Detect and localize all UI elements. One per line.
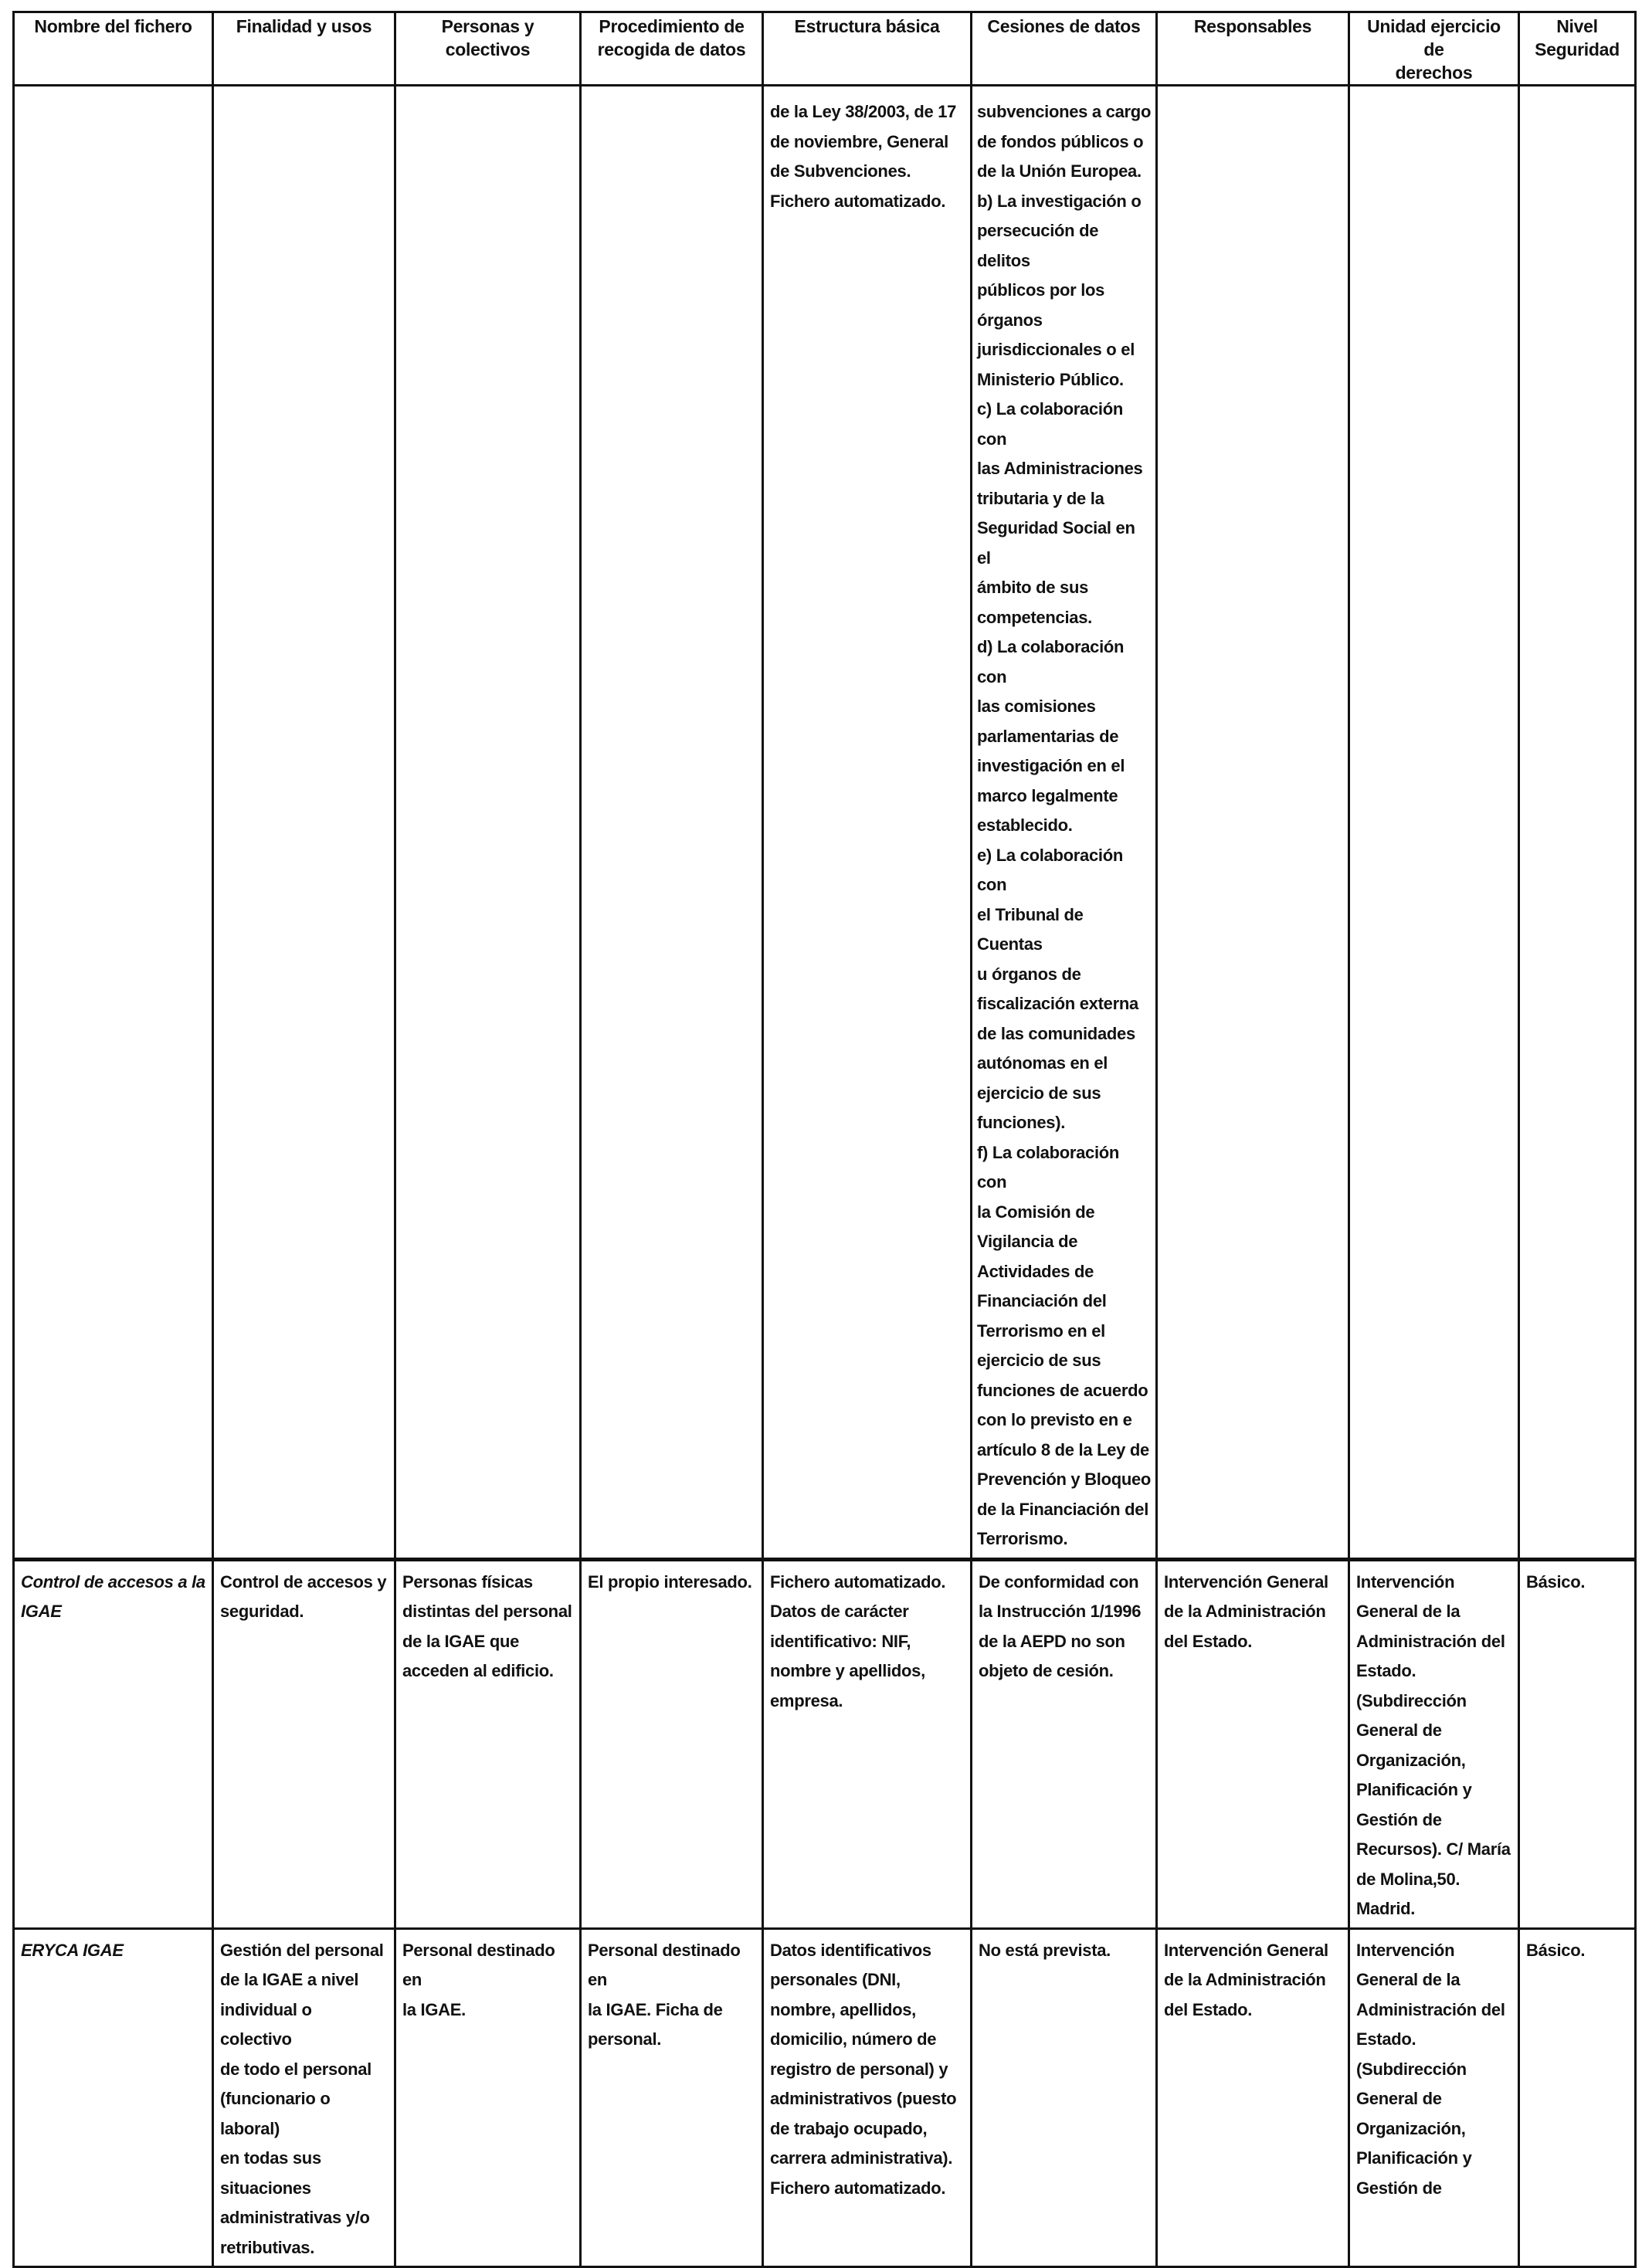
cell-unidad: Intervención General de la Administración del Estado. (Subdirección General de Organización, Planificación y Gestión de Recursos). C/ María de Molina,50. Madrid. bbox=[1349, 1559, 1519, 1928]
cell-personas bbox=[395, 86, 581, 1560]
cell-nivel bbox=[1519, 86, 1636, 1560]
cell-procedimiento: Personal destinado en la IGAE. Ficha de personal. bbox=[581, 1928, 763, 2267]
cell-estructura: Datos identificativos personales (DNI, nombre, apellidos, domicilio, número de registro de personal) y administrativos (puesto de trabajo ocupado, carrera administrativa). Fichero automatizado. bbox=[763, 1928, 972, 2267]
cell-cesiones: No está prevista. bbox=[972, 1928, 1157, 2267]
cell-finalidad bbox=[213, 86, 395, 1560]
header-cesiones: Cesiones de datos bbox=[972, 12, 1157, 86]
cell-nombre: Control de accesos a la IGAE bbox=[14, 1559, 213, 1928]
files-table bbox=[12, 11, 1637, 2268]
cell-finalidad: Gestión del personal de la IGAE a nivel individual o colectivo de todo el personal (funcionario o laboral) en todas sus situaciones administrativas y/o retributivas. bbox=[213, 1928, 395, 2267]
header-row bbox=[14, 12, 1636, 86]
table-row bbox=[14, 1559, 1636, 1928]
header-finalidad: Finalidad y usos bbox=[213, 12, 395, 86]
cell-estructura: Fichero automatizado. Datos de carácter identificativo: NIF, nombre y apellidos, empresa. bbox=[763, 1559, 972, 1928]
table-row bbox=[14, 1928, 1636, 2267]
header-nivel: Nivel Seguridad bbox=[1519, 12, 1636, 86]
cell-procedimiento: El propio interesado. bbox=[581, 1559, 763, 1928]
header-procedimiento: Procedimiento de recogida de datos bbox=[581, 12, 763, 86]
cell-responsables bbox=[1157, 86, 1349, 1560]
header-unidad: Unidad ejercicio de derechos bbox=[1349, 12, 1519, 86]
cell-procedimiento bbox=[581, 86, 763, 1560]
header-estructura: Estructura básica bbox=[763, 12, 972, 86]
cell-estructura: de la Ley 38/2003, de 17 de noviembre, General de Subvenciones. Fichero automatizado. bbox=[763, 86, 972, 1560]
files-table-container bbox=[12, 11, 1634, 2268]
cell-cesiones: De conformidad con la Instrucción 1/1996 de la AEPD no son objeto de cesión. bbox=[972, 1559, 1157, 1928]
cell-nivel: Básico. bbox=[1519, 1559, 1636, 1928]
header-nombre: Nombre del fichero bbox=[14, 12, 213, 86]
cell-responsables: Intervención General de la Administración del Estado. bbox=[1157, 1559, 1349, 1928]
cell-nombre: ERYCA IGAE bbox=[14, 1928, 213, 2267]
cell-unidad bbox=[1349, 86, 1519, 1560]
cell-responsables: Intervención General de la Administración del Estado. bbox=[1157, 1928, 1349, 2267]
cell-cesiones: subvenciones a cargo de fondos públicos o de la Unión Europea. b) La investigación o persecución de delitos públicos por los órganos jurisdiccionales o el Ministerio Público. c) La colaboración con las Administraciones tributaria y de la Seguridad Social en el ámbito de sus competencias. d) La colaboración con las comisiones parlamentarias de investigación en el marco legalmente establecido. e) La colaboración con el Tribunal de Cuentas u órganos de fiscalización externa de las comunidades autónomas en el ejercicio de sus funciones). f) La colaboración con la Comisión de Vigilancia de Actividades de Financiación del Terrorismo en el ejercicio de sus funciones de acuerdo con lo previsto en e artículo 8 de la Ley de Prevención y Bloqueo de la Financiación del Terrorismo. bbox=[972, 86, 1157, 1560]
header-responsables: Responsables bbox=[1157, 12, 1349, 86]
cell-finalidad: Control de accesos y seguridad. bbox=[213, 1559, 395, 1928]
cell-unidad: Intervención General de la Administración del Estado. (Subdirección General de Organización, Planificación y Gestión de bbox=[1349, 1928, 1519, 2267]
cell-nivel: Básico. bbox=[1519, 1928, 1636, 2267]
cell-nombre bbox=[14, 86, 213, 1560]
table-row bbox=[14, 86, 1636, 1560]
cell-personas: Personas físicas distintas del personal de la IGAE que acceden al edificio. bbox=[395, 1559, 581, 1928]
cell-personas: Personal destinado en la IGAE. bbox=[395, 1928, 581, 2267]
header-personas: Personas y colectivos bbox=[395, 12, 581, 86]
